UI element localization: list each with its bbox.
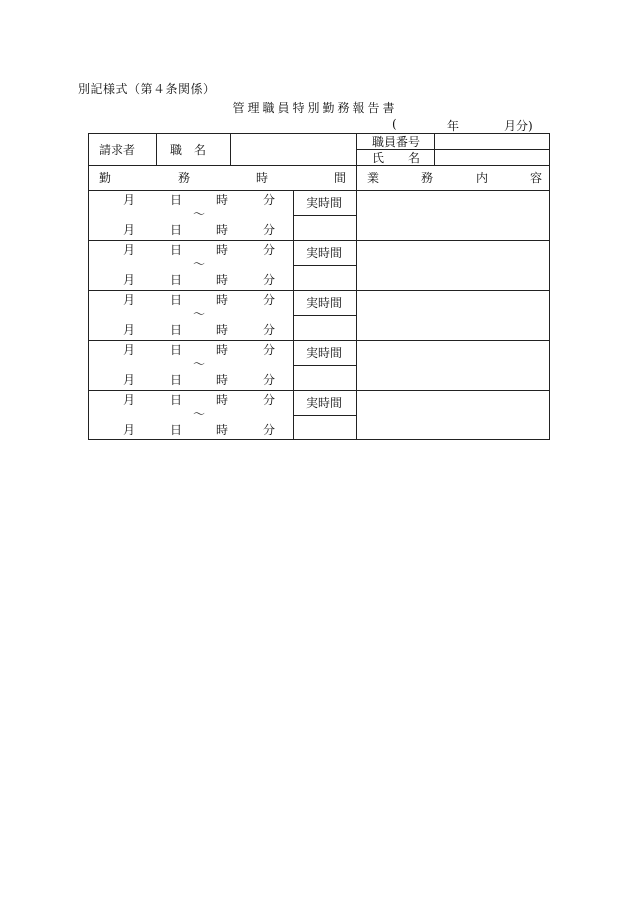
entry-row (88, 240, 551, 290)
actual-hours-field[interactable] (294, 316, 355, 340)
day-label: 日 (170, 323, 183, 337)
employee-number-field[interactable] (435, 134, 549, 149)
hour-label: 時 (216, 393, 229, 407)
col-work-char: 業 (367, 171, 380, 185)
entry-row (88, 190, 551, 240)
range-tilde: ～ (193, 357, 206, 371)
day-label: 日 (170, 293, 183, 307)
employee-number-label: 職員番号 (372, 135, 421, 149)
hour-label: 時 (216, 323, 229, 337)
month-label: 月 (123, 243, 136, 257)
actual-hours-field[interactable] (294, 416, 355, 440)
day-label: 日 (170, 193, 183, 207)
hour-label: 時 (216, 193, 229, 207)
hour-label: 時 (216, 343, 229, 357)
col-time-char: 間 (334, 171, 347, 185)
month-label: 月 (123, 323, 136, 337)
period-open-paren: ( (392, 117, 397, 131)
range-tilde: ～ (193, 407, 206, 421)
actual-hours-label: 実時間 (306, 346, 343, 360)
name-label: 氏 名 (372, 151, 421, 165)
name-field[interactable] (435, 150, 549, 165)
month-label: 月 (123, 373, 136, 387)
minute-label: 分 (263, 423, 276, 437)
col-time-char: 務 (178, 171, 191, 185)
actual-hours-field[interactable] (294, 366, 355, 390)
work-content-field[interactable] (357, 240, 549, 290)
actual-hours-label: 実時間 (306, 396, 343, 410)
hour-label: 時 (216, 243, 229, 257)
month-label: 月 (123, 393, 136, 407)
actual-hours-label: 実時間 (306, 196, 343, 210)
work-content-field[interactable] (357, 290, 549, 340)
period-month-label: 月分) (504, 119, 533, 133)
position-label: 職 名 (170, 143, 207, 157)
minute-label: 分 (263, 293, 276, 307)
position-field[interactable] (231, 134, 355, 165)
month-label: 月 (123, 293, 136, 307)
month-label: 月 (123, 223, 136, 237)
requester-label: 請求者 (99, 143, 136, 157)
month-label: 月 (123, 193, 136, 207)
actual-hours-label: 実時間 (306, 246, 343, 260)
hour-label: 時 (216, 373, 229, 387)
entry-row (88, 390, 551, 440)
minute-label: 分 (263, 243, 276, 257)
day-label: 日 (170, 373, 183, 387)
minute-label: 分 (263, 323, 276, 337)
minute-label: 分 (263, 223, 276, 237)
actual-hours-field[interactable] (294, 216, 355, 240)
hour-label: 時 (216, 293, 229, 307)
month-label: 月 (123, 273, 136, 287)
entry-row (88, 340, 551, 390)
day-label: 日 (170, 343, 183, 357)
day-label: 日 (170, 223, 183, 237)
minute-label: 分 (263, 373, 276, 387)
day-label: 日 (170, 243, 183, 257)
month-label: 月 (123, 423, 136, 437)
range-tilde: ～ (193, 257, 206, 271)
minute-label: 分 (263, 343, 276, 357)
day-label: 日 (170, 273, 183, 287)
period-year-label: 年 (447, 119, 460, 133)
work-content-field[interactable] (357, 190, 549, 240)
col-work-char: 内 (476, 171, 489, 185)
divider (156, 133, 157, 166)
divider (88, 165, 550, 166)
document-title: 管理職員特別勤務報告書 (232, 101, 398, 115)
entry-row (88, 290, 551, 340)
day-label: 日 (170, 393, 183, 407)
minute-label: 分 (263, 273, 276, 287)
minute-label: 分 (263, 193, 276, 207)
range-tilde: ～ (193, 207, 206, 221)
month-label: 月 (123, 343, 136, 357)
col-time-char: 勤 (99, 171, 112, 185)
hour-label: 時 (216, 223, 229, 237)
form-reference: 別記様式（第４条関係） (78, 82, 216, 96)
work-content-field[interactable] (357, 340, 549, 390)
actual-hours-field[interactable] (294, 266, 355, 290)
range-tilde: ～ (193, 307, 206, 321)
col-work-char: 容 (530, 171, 543, 185)
col-work-char: 務 (421, 171, 434, 185)
hour-label: 時 (216, 423, 229, 437)
work-content-field[interactable] (357, 390, 549, 440)
actual-hours-label: 実時間 (306, 296, 343, 310)
col-time-char: 時 (256, 171, 269, 185)
minute-label: 分 (263, 393, 276, 407)
report-period (392, 117, 542, 131)
hour-label: 時 (216, 273, 229, 287)
day-label: 日 (170, 423, 183, 437)
